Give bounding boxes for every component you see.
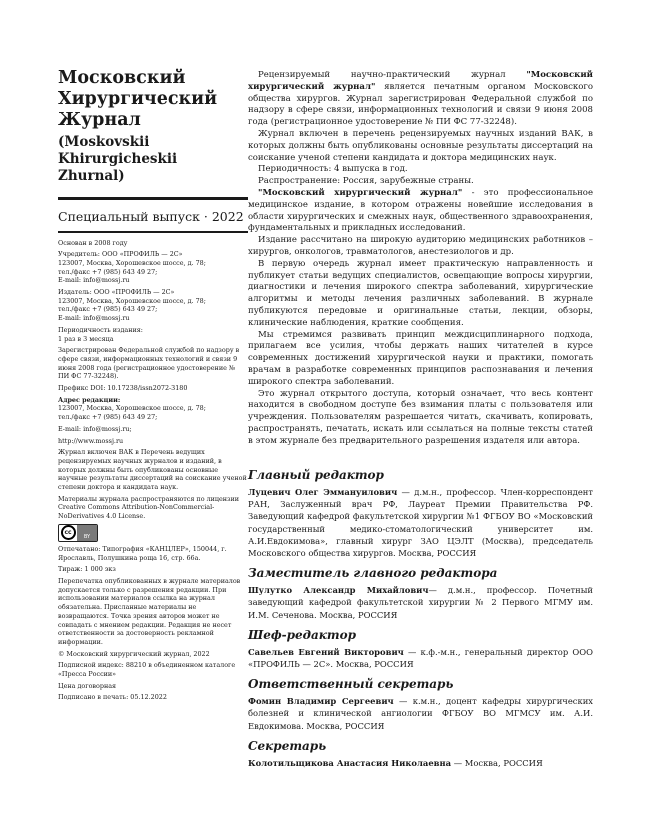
cc-by-label: BY	[77, 525, 97, 541]
price-text: Цена договорная	[58, 681, 117, 690]
editor-description: — к.м.н., доцент кафедры хирургических болезней и клинической ангиологии ФГБОУ ВО МГМСУ им. А.И. Евдокимова. Москва, РОССИЯ	[248, 696, 594, 731]
intro-column	[248, 70, 593, 448]
subtitle-line: Zhurnal)	[58, 168, 125, 184]
cc-license-badge[interactable]	[58, 524, 248, 542]
intro-paragraph: Это журнал открытого доступа, который означает, что весь контент находится в свободном доступе без взимания платы с пользователя или учреждения. Пользователям разрешается читать, скачивать, копировать, распространять, печатать, искать или ссылаться на полные тексты статей в этом журнале без предварительного разрешения издателя или автора.	[248, 388, 593, 446]
journal-name-emphasis: "Московский хирургический журнал"	[248, 70, 593, 92]
website-link[interactable]: http://www.mossj.ru	[58, 436, 124, 445]
signed-date-text: Подписано в печать: 05.12.2022	[58, 693, 167, 702]
email-text: E-mail: info@mossj.ru;	[58, 424, 132, 433]
title-line: Московский	[58, 68, 186, 88]
doi-text: Префикс DOI: 10.17238/issn2072-3180	[58, 384, 188, 393]
role-heading: Ответственный секретарь	[248, 677, 454, 692]
intro-paragraph: Издание рассчитано на широкую аудиторию медицинских работников – хирургов, онкологов, травматологов, анестезиологов и др.	[248, 235, 593, 257]
editor-entry	[248, 486, 593, 559]
editor-description: — д.м.н., профессор. Член-корреспондент РАН, Заслуженный врач РФ, Лауреат Премии Правительства РФ. Заведующий кафедрой факультетской хирургии №1 ФГБОУ ВО «Московский государственный медико-стоматологический университет им. А.И.Евдокимова», главный хирург ЗАО ЦЭЛТ (Москва), председатель Московского общества хирургов. Москва, РОССИЯ	[248, 487, 593, 559]
founded-text: Основан в 2008 году	[58, 238, 128, 247]
license-text: Материалы журнала распространяются по лицензии Creative Commons Attribution-NonCommercial-NoDerivatives 4.0 License.	[58, 494, 240, 521]
intro-paragraph: Журнал включен в перечень рецензируемых научных изданий ВАК, в которых должны быть опубликованы основные результаты диссертаций на соискание ученой степени кандидата и доктора медицинских наук.	[248, 128, 593, 163]
editor-entry	[248, 646, 593, 670]
title-line: Журнал	[58, 110, 141, 130]
editor-entry	[248, 695, 593, 732]
editor-block	[248, 566, 593, 621]
editor-description: — д.м.н., профессор. Почетный заведующий кафедрой факультетской хирургии № 2 Первого МГМУ им. И.М. Сеченова. Москва, РОССИЯ	[248, 585, 593, 620]
registration-text: Зарегистрирован Федеральной службой по надзору в сфере связи, информационных технологий и связи 9 июня 2008 года (регистрационное удостоверение № ПИ ФС 77-32248).	[58, 346, 240, 381]
publisher-text: Издатель: ООО «ПРОФИЛЬ — 2С» 123007, Москва, Хорошевское шоссе, д. 78; тел./факс +7 (985) 643 49 27; E-mail: info@mossj.ru	[58, 288, 206, 323]
editor-block	[248, 739, 593, 769]
role-heading: Главный редактор	[248, 468, 384, 482]
address-text: 123007, Москва, Хорошевское шоссе, д. 78; тел./факс +7 (985) 643 49 27;	[58, 404, 206, 422]
editor-name: Луцевич Олег Эммануилович	[248, 487, 398, 497]
copyright-text: © Московский хирургический журнал, 2022	[58, 649, 210, 658]
journal-title	[58, 68, 248, 131]
role-heading: Секретарь	[248, 738, 327, 753]
printer-text: Отпечатано: Типография «КАНЦЛЕР», 150044, г. Ярославль, Полушкина роща 16, стр. 66а.	[58, 544, 227, 562]
subtitle-line: (Moskovskii	[58, 134, 150, 150]
journal-name-emphasis: "Московский хирургический журнал"	[258, 187, 463, 198]
intro-paragraph: Рецензируемый научно-практический журнал "Московский хирургический журнал" является печатным органом Московского общества хирургов. Журнал зарегистрирован Федеральной службой по надзору в сфере связи, информационных технологий и связи 9 июня 2008 года (регистрационное удостоверение № ПИ ФС 77-32248).	[248, 70, 593, 128]
masthead-column	[58, 68, 248, 705]
editor-block	[248, 628, 593, 670]
intro-paragraph: Периодичность: 4 выпуска в год.	[258, 164, 408, 175]
editor-block	[248, 468, 593, 559]
address-label: Адрес редакции:	[58, 395, 121, 404]
editor-name: Колотильщикова Анастасия Николаевна	[248, 757, 452, 768]
intro-paragraph: Мы стремимся развивать принцип междисциплинарного подхода, прилагаем все усилия, чтобы держать наших читателей в курсе современных достижений хирургической науки и практики, помогать врачам в разработке современных принципов распознавания и лечения широкого спектра заболеваний.	[248, 329, 593, 387]
editor-name: Савельев Евгений Викторович	[248, 646, 404, 657]
intro-paragraph: Распространение: Россия, зарубежные страны.	[258, 176, 474, 187]
editor-block	[248, 677, 593, 732]
intro-paragraph: В первую очередь журнал имеет практическую направленность и публикует статьи ведущих специалистов, освещающие вопросы хирургии, диагностики и лечения широкого спектра заболеваний, хирургические алгоритмы и методы лечения различных заболеваний. В журнале публикуются передовые и оригинальные статьи, лекции, обзоры, клинические наблюдения, краткие сообщения.	[248, 258, 593, 328]
divider	[58, 197, 248, 200]
editor-name: Шулутко Александр Михайлович	[248, 585, 429, 596]
editor-entry	[248, 584, 593, 621]
editor-description: — к.ф.-м.н., генеральный директор ООО «ПРОФИЛЬ — 2С». Москва, РОССИЯ	[248, 646, 593, 670]
subtitle-line: Khirurgicheskii	[58, 151, 178, 167]
reprint-policy-text: Перепечатка опубликованных в журнале материалов допускается только с разрешения редакции. При использовании материалов ссылка на журнал обязательна. Присланные материалы не возвращаются. Точка зрения авторов может не совпадать с мнением редакции. Редакция не несет ответственности за достоверность рекламной информации.	[58, 577, 241, 646]
editor-entry	[248, 757, 593, 769]
editorial-board	[248, 468, 593, 776]
journal-transliteration	[58, 134, 248, 185]
circulation-text: Тираж: 1 000 экз	[58, 565, 116, 574]
founder-text: Учредитель: ООО «ПРОФИЛЬ — 2С» 123007, Москва, Хорошевское шоссе, д. 78; тел./факс +7 (985) 643 49 27; E-mail: info@mossj.ru	[58, 250, 206, 285]
editor-description: — Москва, РОССИЯ	[451, 757, 543, 768]
role-heading: Шеф-редактор	[248, 627, 357, 642]
divider	[58, 231, 248, 233]
title-line: Хирургический	[58, 89, 218, 109]
subscription-text: Подписной индекс: 88210 в объединенном каталоге «Пресса России»	[58, 661, 236, 679]
issue-label: Специальный выпуск · 2022	[58, 209, 244, 224]
creative-commons-icon: cc	[59, 525, 77, 541]
intro-paragraph: "Московский хирургический журнал" - это профессиональное медицинское издание, в котором отражены новейшие исследования в области хирургических и смежных наук, общественного здравоохранения, фундаментальных и прикладных исследований.	[248, 187, 594, 234]
editor-name: Фомин Владимир Сергеевич	[248, 696, 394, 707]
role-heading: Заместитель главного редактора	[248, 566, 498, 581]
periodicity-text: Периодичность издания: 1 раз в 3 месяца	[58, 325, 143, 343]
vak-text: Журнал включен ВАК в Перечень ведущих рецензируемых научных журналов и изданий, в которых должны быть опубликованы основные научные результаты диссертаций на соискание ученой степени доктора и кандидата наук.	[58, 448, 247, 492]
